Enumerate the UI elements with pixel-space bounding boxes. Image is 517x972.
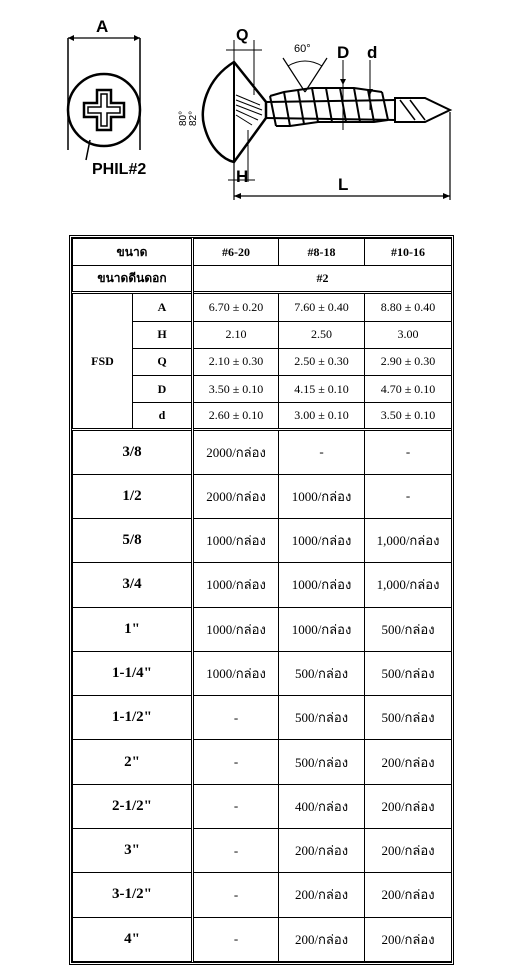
length-row [73, 917, 452, 961]
column-header: #10-16 [365, 239, 452, 266]
fsd-value: 2.60 ± 0.10 [193, 403, 279, 430]
length-size: 1/2 [73, 474, 193, 518]
dimension-label-Q: Q [236, 27, 249, 44]
thread-angle-label: 60° [294, 43, 311, 55]
length-size: 1-1/4" [73, 651, 193, 695]
head-front-view [68, 35, 140, 160]
length-row [73, 563, 452, 607]
dimension-label-H: H [236, 167, 249, 186]
fsd-param: A [133, 293, 193, 321]
fsd-value: 2.10 [193, 321, 279, 348]
quantity-per-box: 200/กล่อง [365, 740, 452, 784]
quantity-per-box: 200/กล่อง [365, 917, 452, 961]
quantity-per-box: 200/กล่อง [279, 917, 365, 961]
quantity-per-box: 1000/กล่อง [279, 563, 365, 607]
dimension-label-D: D [337, 43, 350, 62]
fsd-value: 3.50 ± 0.10 [193, 375, 279, 402]
length-size: 1-1/2" [73, 696, 193, 740]
quantity-per-box: - [193, 917, 279, 961]
length-row [73, 518, 452, 562]
quantity-per-box: 1,000/กล่อง [365, 563, 452, 607]
length-size: 3/4 [73, 563, 193, 607]
fsd-value: 8.80 ± 0.40 [365, 293, 452, 321]
quantity-per-box: 1000/กล่อง [279, 474, 365, 518]
head-angle-label-82: 82° [188, 110, 199, 126]
fsd-value: 7.60 ± 0.40 [279, 293, 365, 321]
fsd-value: 2.90 ± 0.30 [365, 348, 452, 375]
quantity-per-box: 2000/กล่อง [193, 474, 279, 518]
quantity-per-box: 1,000/กล่อง [365, 518, 452, 562]
fsd-value: 6.70 ± 0.20 [193, 293, 279, 321]
length-row [73, 828, 452, 872]
fsd-value: 3.50 ± 0.10 [365, 403, 452, 430]
quantity-per-box: - [193, 696, 279, 740]
quantity-per-box: 1000/กล่อง [193, 651, 279, 695]
column-header: #8-18 [279, 239, 365, 266]
quantity-per-box: 500/กล่อง [365, 696, 452, 740]
quantity-per-box: 500/กล่อง [279, 651, 365, 695]
length-row [73, 696, 452, 740]
quantity-per-box: - [365, 430, 452, 474]
fsd-value: 4.15 ± 0.10 [279, 375, 365, 402]
quantity-per-box: 200/กล่อง [365, 828, 452, 872]
quantity-per-box: 1000/กล่อง [193, 563, 279, 607]
quantity-per-box: 500/กล่อง [279, 696, 365, 740]
length-row [73, 740, 452, 784]
length-row [73, 651, 452, 695]
phillips-size-label: PHIL#2 [92, 161, 147, 178]
quantity-per-box: - [279, 430, 365, 474]
length-size: 3" [73, 828, 193, 872]
fsd-value: 2.50 [279, 321, 365, 348]
quantity-per-box: - [193, 828, 279, 872]
quantity-per-box: 500/กล่อง [365, 607, 452, 651]
quantity-per-box: 200/กล่อง [279, 828, 365, 872]
quantity-per-box: 200/กล่อง [365, 784, 452, 828]
length-size: 2" [73, 740, 193, 784]
bit-size-value: #2 [193, 266, 452, 293]
length-row [73, 607, 452, 651]
length-row [73, 873, 452, 917]
quantity-per-box: - [193, 784, 279, 828]
dimension-label-L: L [338, 175, 349, 194]
fsd-value: 2.10 ± 0.30 [193, 348, 279, 375]
fsd-param: Q [133, 348, 193, 375]
quantity-per-box: 500/กล่อง [279, 740, 365, 784]
fsd-label: FSD [73, 293, 133, 430]
fsd-value: 4.70 ± 0.10 [365, 375, 452, 402]
length-size: 1" [73, 607, 193, 651]
fsd-param: H [133, 321, 193, 348]
size-header: ขนาด [73, 239, 193, 266]
quantity-per-box: 500/กล่อง [365, 651, 452, 695]
quantity-per-box: 1000/กล่อง [193, 518, 279, 562]
length-size: 3/8 [73, 430, 193, 474]
specification-table [69, 235, 454, 965]
length-size: 2-1/2" [73, 784, 193, 828]
quantity-per-box: - [193, 740, 279, 784]
quantity-per-box: 1000/กล่อง [279, 518, 365, 562]
fsd-value: 3.00 [365, 321, 452, 348]
head-angle-label-80: 80° [178, 110, 189, 126]
quantity-per-box: 200/กล่อง [279, 873, 365, 917]
length-size: 3-1/2" [73, 873, 193, 917]
length-row [73, 430, 452, 474]
dimension-label-A: A [96, 17, 109, 36]
quantity-per-box: - [365, 474, 452, 518]
length-row [73, 474, 452, 518]
screw-technical-drawing [0, 0, 517, 225]
quantity-per-box: 400/กล่อง [279, 784, 365, 828]
fsd-param: d [133, 403, 193, 430]
fsd-param: D [133, 375, 193, 402]
quantity-per-box: 1000/กล่อง [193, 607, 279, 651]
fsd-value: 3.00 ± 0.10 [279, 403, 365, 430]
quantity-per-box: 200/กล่อง [365, 873, 452, 917]
bit-size-label: ขนาดดีนดอก [73, 266, 193, 293]
fsd-value: 2.50 ± 0.30 [279, 348, 365, 375]
quantity-per-box: 1000/กล่อง [279, 607, 365, 651]
length-size: 4" [73, 917, 193, 961]
length-row [73, 784, 452, 828]
quantity-per-box: - [193, 873, 279, 917]
dimension-label-d: d [367, 43, 378, 62]
quantity-per-box: 2000/กล่อง [193, 430, 279, 474]
length-size: 5/8 [73, 518, 193, 562]
column-header: #6-20 [193, 239, 279, 266]
